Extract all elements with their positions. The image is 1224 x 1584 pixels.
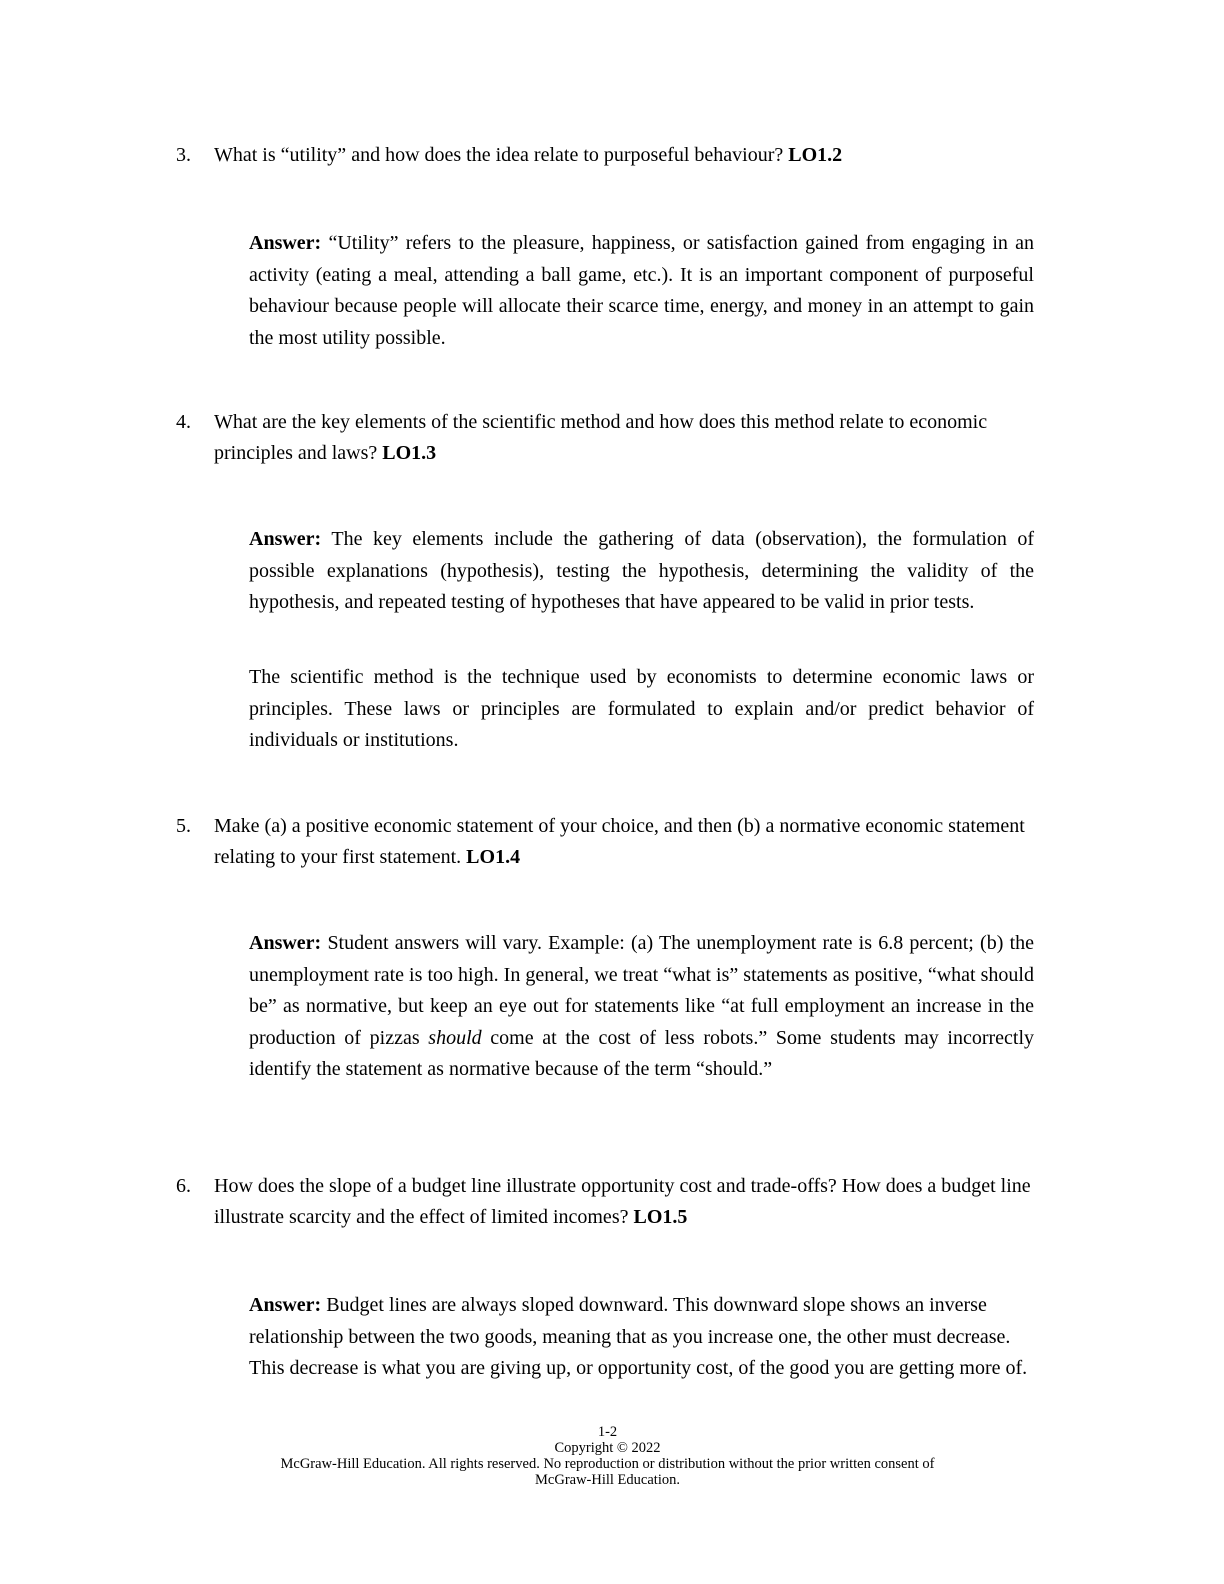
question-5 (176, 811, 1036, 873)
question-number: 5. (176, 815, 191, 837)
answer-3 (249, 228, 1034, 354)
answer-label: Answer: (249, 232, 322, 254)
page-footer (240, 1424, 975, 1488)
answer-label: Answer: (249, 932, 322, 954)
question-4 (176, 407, 1036, 469)
question-3 (176, 140, 1036, 171)
answer-6 (249, 1290, 1034, 1385)
answer-label: Answer: (249, 528, 322, 550)
answer-text: The key elements include the gathering of data (observation), the formulation of possible explanations (hypothesis), testing the hypothesis, determining the validity of the hypothesis, and repeated testing of hypotheses that have appeared to be valid in prior tests. (249, 528, 1034, 613)
learning-objective: LO1.5 (633, 1206, 688, 1228)
question-text: What are the key elements of the scientific method and how does this method relate to economic principles and laws? LO1.3 (214, 411, 988, 464)
learning-objective: LO1.2 (788, 144, 843, 166)
copyright-notice: McGraw-Hill Education. All rights reserved. No reproduction or distribution without the prior written consent of (280, 1456, 935, 1472)
copyright: Copyright © 2022 (554, 1440, 661, 1456)
question-number: 4. (176, 411, 191, 433)
learning-objective: LO1.3 (382, 442, 437, 464)
answer-emphasis: should (428, 1026, 482, 1049)
answer-label: Answer: (249, 1294, 322, 1316)
copyright-notice-continued: McGraw-Hill Education. (535, 1472, 680, 1488)
question-number: 6. (176, 1175, 191, 1197)
answer-text-continued: come at the cost of less robots.” Some students may incorrectly identify the statement as normative because of the term “should.” (249, 1026, 1035, 1080)
answer-4 (249, 524, 1034, 619)
answer-5 (249, 928, 1034, 1086)
answer-text: Student answers will vary. Example: (a) The unemployment rate is 6.8 percent; (b) the unemployment rate is too high. In general, we treat “what is” statements as positive, “what should be” as normative, but keep an eye out for statements like “at full employment an increase in the production of pizzas (249, 932, 1035, 1049)
answer-text: “Utility” refers to the pleasure, happiness, or satisfaction gained from engaging in an activity (eating a meal, attending a ball game, etc.). It is an important component of purposeful behaviour because people will allocate their scarce time, energy, and money in an attempt to gain the most utility possible. (249, 232, 1035, 349)
question-text: What is “utility” and how does the idea relate to purposeful behaviour? LO1.2 (214, 144, 843, 166)
question-text: How does the slope of a budget line illustrate opportunity cost and trade-offs? How does a budget line illustrate scarcity and the effect of limited incomes? LO1.5 (214, 1175, 1031, 1228)
answer-text: Budget lines are always sloped downward. This downward slope shows an inverse relationship between the two goods, meaning that as you increase one, the other must decrease. This decrease is what you are giving up, or opportunity cost, of the good you are getting more of. (249, 1294, 1028, 1379)
answer-text: The scientific method is the technique used by economists to determine economic laws or principles. These laws or principles are formulated to explain and/or predict behavior of individuals or institutions. (249, 666, 1034, 751)
question-number: 3. (176, 144, 191, 166)
answer-4-continued (249, 662, 1034, 757)
page-number: 1-2 (597, 1424, 618, 1440)
learning-objective: LO1.4 (466, 846, 521, 868)
question-text: Make (a) a positive economic statement of your choice, and then (b) a normative economic statement relating to your first statement. LO1.4 (214, 815, 1025, 868)
question-6 (176, 1171, 1036, 1233)
